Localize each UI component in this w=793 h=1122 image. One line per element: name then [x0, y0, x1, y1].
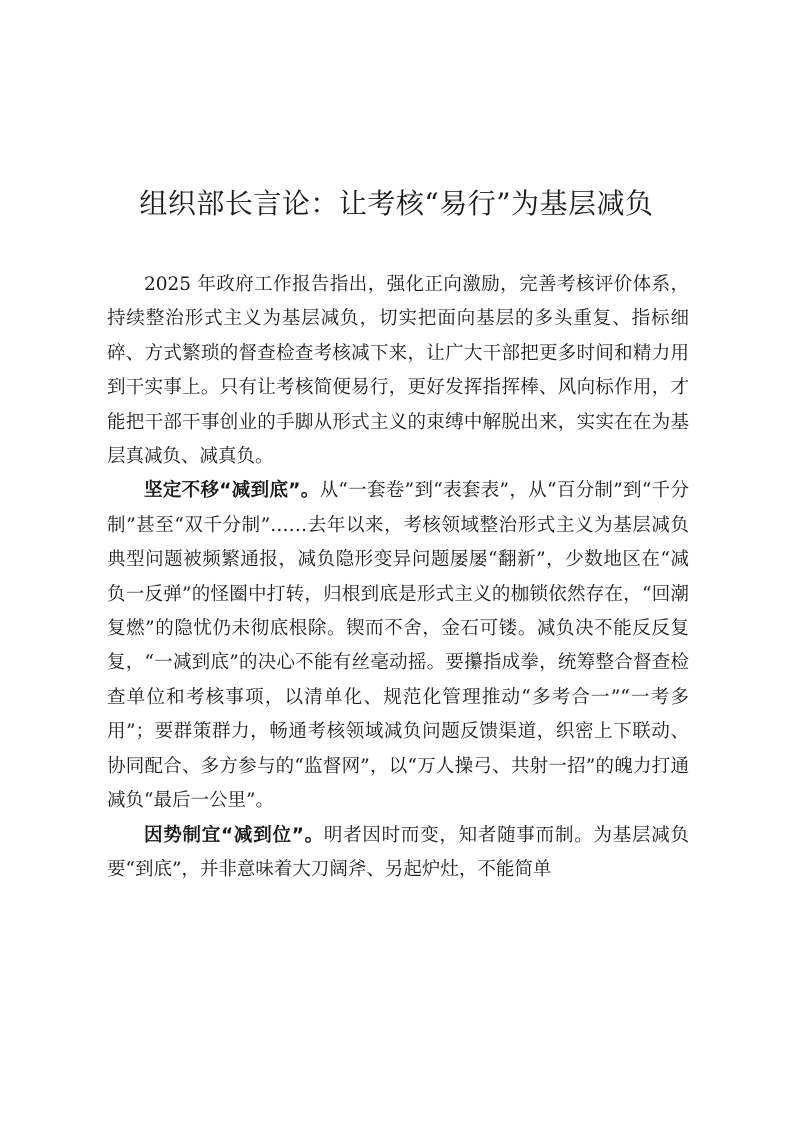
- paragraph-reduce-to-bottom: [107, 474, 689, 818]
- paragraph-text: 从“一套卷”到“表套表”，从“百分制”到“千分制”甚至“双千分制”……去年以来，考核领域整治形式主义为基层减负典型问题被频繁通报，减负隐形变异问题屡屡“翻新”，少数地区在“减负一反弹”的怪圈中打转，归根到底是形式主义的枷锁依然存在，“回潮复燃”的隐忧仍未彻底根除。锲而不舍，金石可镂。减负决不能反反复复，“一减到底”的决心不能有丝毫动摇。要攥指成拳，统筹整合督查检查单位和考核事项，以清单化、规范化管理推动“多考合一”“一考多用”；要群策群力，畅通考核领域减负问题反馈渠道，织密上下联动、协同配合、多方参与的“监督网”，以“万人操弓、共射一招”的魄力打通减负“最后一公里”。: [107, 480, 689, 812]
- document-title: 组织部长言论：让考核“易行”为基层减负: [139, 187, 654, 220]
- paragraph-reduce-in-place: [107, 819, 689, 888]
- paragraph-intro-text: 2025 年政府工作报告指出，强化正向激励，完善考核评价体系，持续整治形式主义为基层减负，切实把面向基层的多头重复、指标细碎、方式繁琐的督查检查考核减下来，让广大干部把更多时间和精力用到干实事上。只有让考核简便易行，更好发挥指挥棒、风向标作用，才能把干部干事创业的手脚从形式主义的束缚中解脱出来，实实在在为基层真减负、减真负。: [107, 274, 689, 468]
- paragraph-intro: [107, 268, 689, 474]
- document-body: [107, 268, 689, 887]
- paragraph-heading: 因势制宜“减到位”。: [144, 824, 324, 846]
- paragraph-heading: 坚定不移“减到底”。: [144, 480, 320, 502]
- paragraph-text: 明者因时而变，知者随事而制。为基层减负要“到底”，并非意味着大刀阔斧、另起炉灶，不能简单: [107, 824, 689, 880]
